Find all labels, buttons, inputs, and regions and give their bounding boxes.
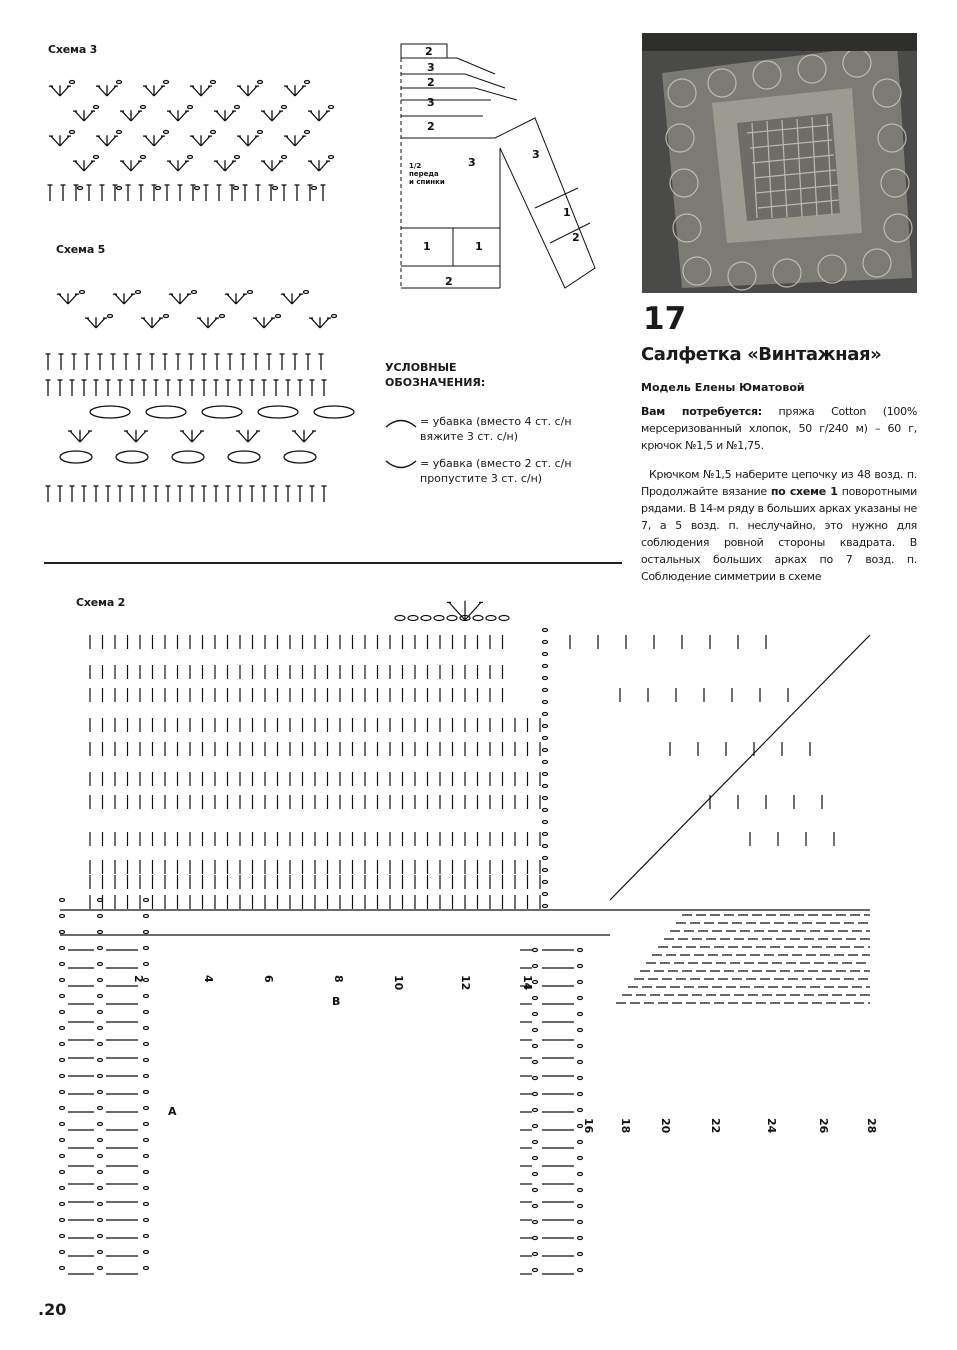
chain-stitch <box>144 1203 149 1206</box>
chain-stitch <box>195 187 200 190</box>
cluster-stitch <box>258 406 298 418</box>
chain-stitch <box>188 156 193 159</box>
chain-stitch <box>578 949 583 952</box>
row-number: 24 <box>765 1118 778 1134</box>
chain-stitch <box>60 915 65 918</box>
chain-stitch <box>60 1155 65 1158</box>
chain-stitch <box>144 1091 149 1094</box>
chain-stitch <box>533 965 538 968</box>
instructions-part2: поворотными рядами. В 14-м ряду в больших арках указаны не 7, а 5 возд. п. неслучайно, это нужно для соблюдения ровной стороны квадрата. В остальных больших арках по 7 возд. п. Соблюдение симметрии в схеме <box>641 485 917 583</box>
chain-stitch <box>98 947 103 950</box>
sleeve-num-5: 2 <box>427 120 435 133</box>
sleeve-num-1: 2 <box>425 45 433 58</box>
chain-stitch <box>304 291 309 294</box>
chain-stitch <box>144 899 149 902</box>
section-divider <box>44 562 622 564</box>
page-number: .20 <box>38 1300 67 1319</box>
chain-stitch <box>60 1011 65 1014</box>
chain-stitch <box>578 997 583 1000</box>
cluster-stitch <box>172 451 204 463</box>
chain-stitch <box>98 963 103 966</box>
chain-stitch <box>543 725 548 728</box>
chain-stitch <box>144 995 149 998</box>
sleeve-num-2: 3 <box>427 61 435 74</box>
page-number-value: 20 <box>44 1300 67 1319</box>
fan-stitch <box>449 601 481 620</box>
chain-stitch <box>144 931 149 934</box>
chain-stitch <box>98 931 103 934</box>
chain-stitch <box>543 761 548 764</box>
chain-stitch <box>60 1267 65 1270</box>
chain-stitch <box>144 1187 149 1190</box>
chain-stitch <box>578 1221 583 1224</box>
chain-stitch <box>60 1059 65 1062</box>
fan-stitch <box>145 85 163 96</box>
chain-stitch <box>98 1155 103 1158</box>
schema2-label: Схема 2 <box>76 596 126 609</box>
chain-stitch <box>578 1093 583 1096</box>
chain-stitch <box>117 81 122 84</box>
chain-stitch <box>144 1251 149 1254</box>
requirements-text: пряжа Cotton (100% мерсеризованный хлопок, 50 г/240 м) – 60 г, крючок №1,5 и №1,75. <box>641 405 917 452</box>
fan-stitch <box>286 135 304 146</box>
chain-stitch <box>144 1011 149 1014</box>
chain-stitch <box>94 106 99 109</box>
chain-stitch <box>60 1075 65 1078</box>
chain-stitch <box>94 156 99 159</box>
chain-stitch <box>211 81 216 84</box>
fan-stitch <box>283 293 301 304</box>
chain-stitch <box>543 773 548 776</box>
chain-stitch <box>543 749 548 752</box>
fan-stitch <box>238 430 258 442</box>
fan-stitch <box>263 160 281 171</box>
chain-stitch <box>60 979 65 982</box>
chain-stitch <box>533 1029 538 1032</box>
chain-stitch <box>543 809 548 812</box>
chain-stitch <box>543 629 548 632</box>
row-number: 26 <box>817 1118 830 1134</box>
article-title: Салфетка «Винтажная» <box>641 344 882 365</box>
chain-stitch <box>305 131 310 134</box>
chain-stitch <box>543 857 548 860</box>
fan-stitch <box>227 293 245 304</box>
row-number: 10 <box>392 975 405 991</box>
chain-stitch <box>543 797 548 800</box>
fan-stitch <box>98 85 116 96</box>
instructions-part1: Крючком №1,5 наберите цепочку из 48 возд. п. Продолжайте вязание <box>641 468 917 498</box>
cluster-stitch <box>228 451 260 463</box>
chain-stitch <box>60 1171 65 1174</box>
chain-stitch <box>543 881 548 884</box>
chain-stitch <box>211 131 216 134</box>
garment-diagram <box>395 38 635 298</box>
requirements-label: Вам потребуется: <box>641 405 762 418</box>
row-number: 18 <box>619 1118 632 1134</box>
chain-stitch <box>144 1235 149 1238</box>
chain-stitch <box>98 899 103 902</box>
chain-stitch <box>60 1107 65 1110</box>
fan-stitch <box>98 135 116 146</box>
fan-stitch <box>70 430 90 442</box>
chain-stitch <box>312 187 317 190</box>
row-number: 12 <box>459 975 472 991</box>
chain-stitch <box>60 995 65 998</box>
chain-stitch <box>578 1061 583 1064</box>
instructions-paragraph <box>641 466 917 585</box>
chain-stitch <box>578 1269 583 1272</box>
chain-stitch <box>98 995 103 998</box>
schema2-chart <box>50 570 890 1275</box>
chain-stitch <box>533 997 538 1000</box>
legend-item-2: = убавка (вместо 2 ст. с/н пропустите 3 ст. с/н) <box>420 457 572 485</box>
chain-stitch <box>60 1235 65 1238</box>
chain-stitch <box>578 1205 583 1208</box>
section-letter-a: A <box>168 1105 177 1118</box>
cluster-stitch <box>116 451 148 463</box>
row-number: 22 <box>709 1118 722 1134</box>
fan-stitch <box>145 135 163 146</box>
chain-stitch <box>533 1045 538 1048</box>
cluster-stitch <box>314 406 354 418</box>
chain-stitch <box>543 893 548 896</box>
chain-stitch <box>234 187 239 190</box>
chain-stitch <box>533 949 538 952</box>
article-author: Модель Елены Юматовой <box>641 381 805 394</box>
chain-stitch <box>60 1187 65 1190</box>
chain-stitch <box>60 899 65 902</box>
chain-stitch <box>578 1189 583 1192</box>
chain-stitch <box>408 616 418 621</box>
chain-stitch <box>60 1123 65 1126</box>
fan-stitch <box>192 135 210 146</box>
chain-stitch <box>543 833 548 836</box>
row-number: 28 <box>865 1118 878 1134</box>
row-number: 16 <box>582 1118 595 1134</box>
legend-item-1: = убавка (вместо 4 ст. с/н вяжите 3 ст. с/н) <box>420 415 572 443</box>
fan-stitch <box>143 317 161 328</box>
chain-stitch <box>156 187 161 190</box>
fan-stitch <box>286 85 304 96</box>
chain-stitch <box>164 131 169 134</box>
chain-stitch <box>533 1205 538 1208</box>
row-number: 20 <box>659 1118 672 1134</box>
fan-stitch <box>182 430 202 442</box>
chain-stitch <box>144 1155 149 1158</box>
chain-stitch <box>164 315 169 318</box>
svg-text:1/2: 1/2 <box>409 162 422 170</box>
article-number: 17 <box>643 301 687 337</box>
chain-stitch <box>80 291 85 294</box>
chain-stitch <box>578 981 583 984</box>
chain-stitch <box>434 616 444 621</box>
chain-stitch <box>332 315 337 318</box>
chain-stitch <box>60 1251 65 1254</box>
chain-stitch <box>60 1027 65 1030</box>
chain-stitch <box>578 1157 583 1160</box>
cluster-stitch <box>202 406 242 418</box>
fan-stitch <box>216 110 234 121</box>
chain-stitch <box>144 1027 149 1030</box>
chain-stitch <box>60 1043 65 1046</box>
chain-stitch <box>543 653 548 656</box>
chain-stitch <box>533 1221 538 1224</box>
chain-stitch <box>533 1173 538 1176</box>
chain-stitch <box>533 1189 538 1192</box>
body-num-1b: 1 <box>475 240 483 253</box>
chain-stitch <box>329 106 334 109</box>
chain-stitch <box>282 106 287 109</box>
chain-stitch <box>108 315 113 318</box>
chain-stitch <box>533 1157 538 1160</box>
body-num-2: 2 <box>445 275 453 288</box>
fan-stitch <box>75 160 93 171</box>
fan-stitch <box>311 317 329 328</box>
chain-stitch <box>98 1075 103 1078</box>
chain-stitch <box>141 106 146 109</box>
chain-stitch <box>70 131 75 134</box>
chain-stitch <box>98 1091 103 1094</box>
chain-stitch <box>98 1251 103 1254</box>
chain-stitch <box>60 931 65 934</box>
chain-stitch <box>282 156 287 159</box>
fan-stitch <box>239 135 257 146</box>
cluster-stitch <box>90 406 130 418</box>
fan-stitch <box>169 110 187 121</box>
chain-stitch <box>473 616 483 621</box>
chain-stitch <box>98 1123 103 1126</box>
chain-stitch <box>144 1043 149 1046</box>
body-label <box>409 162 445 186</box>
chain-stitch <box>144 1075 149 1078</box>
chain-stitch <box>144 1267 149 1270</box>
decrease-arc-icon <box>384 416 418 430</box>
chain-stitch <box>192 291 197 294</box>
cluster-stitch <box>146 406 186 418</box>
chain-stitch <box>144 963 149 966</box>
chain-stitch <box>578 1077 583 1080</box>
chain-stitch <box>258 131 263 134</box>
row-number: 6 <box>262 975 275 983</box>
legend-heading: УСЛОВНЫЕ ОБОЗНАЧЕНИЯ: <box>385 361 486 389</box>
fan-stitch <box>192 85 210 96</box>
chain-stitch <box>486 616 496 621</box>
cluster-stitch <box>284 451 316 463</box>
fan-stitch <box>239 85 257 96</box>
chain-stitch <box>144 947 149 950</box>
fan-stitch <box>75 110 93 121</box>
chain-stitch <box>305 81 310 84</box>
requirements-paragraph <box>641 403 917 454</box>
fan-stitch <box>171 293 189 304</box>
chain-stitch <box>533 1013 538 1016</box>
chain-stitch <box>533 1269 538 1272</box>
chain-stitch <box>533 1061 538 1064</box>
chain-stitch <box>220 315 225 318</box>
schema3-chart <box>44 66 344 236</box>
chain-stitch <box>533 1077 538 1080</box>
chain-stitch <box>533 1093 538 1096</box>
arm-num-3: 3 <box>532 148 540 161</box>
fan-stitch <box>51 135 69 146</box>
chain-stitch <box>117 131 122 134</box>
row-number: 14 <box>521 975 534 991</box>
chain-stitch <box>248 291 253 294</box>
chain-stitch <box>543 641 548 644</box>
body-num-3: 3 <box>468 156 476 169</box>
fan-stitch <box>310 110 328 121</box>
chain-stitch <box>543 785 548 788</box>
chain-stitch <box>98 1107 103 1110</box>
chain-stitch <box>144 1059 149 1062</box>
row-number: 8 <box>332 975 345 983</box>
chain-stitch <box>98 1171 103 1174</box>
chain-stitch <box>60 1139 65 1142</box>
chain-stitch <box>98 1219 103 1222</box>
chain-stitch <box>578 1141 583 1144</box>
chain-stitch <box>578 1109 583 1112</box>
instructions-bold: по схеме 1 <box>770 485 838 498</box>
chain-stitch <box>578 1173 583 1176</box>
chain-stitch <box>543 737 548 740</box>
fan-stitch <box>263 110 281 121</box>
chain-stitch <box>499 616 509 621</box>
chain-stitch <box>98 1059 103 1062</box>
section-letter-b: B <box>332 995 341 1008</box>
fan-stitch <box>216 160 234 171</box>
chain-stitch <box>447 616 457 621</box>
fan-stitch <box>169 160 187 171</box>
chain-stitch <box>543 845 548 848</box>
schema5-label: Схема 5 <box>56 243 106 256</box>
chain-stitch <box>578 1125 583 1128</box>
chain-stitch <box>144 915 149 918</box>
chain-stitch <box>164 81 169 84</box>
chain-stitch <box>235 156 240 159</box>
chain-stitch <box>578 965 583 968</box>
chain-stitch <box>98 1043 103 1046</box>
fan-stitch <box>122 160 140 171</box>
chain-stitch <box>60 1203 65 1206</box>
chain-stitch <box>60 963 65 966</box>
diagonal-guide <box>610 635 870 900</box>
cluster-stitch <box>60 451 92 463</box>
chain-stitch <box>533 1109 538 1112</box>
chain-stitch <box>533 1237 538 1240</box>
chain-stitch <box>329 156 334 159</box>
svg-text:и спинки: и спинки <box>409 178 445 186</box>
chain-stitch <box>543 677 548 680</box>
row-number: 4 <box>202 975 215 983</box>
chain-stitch <box>578 1253 583 1256</box>
chain-stitch <box>543 689 548 692</box>
arm-num-2: 2 <box>572 231 580 244</box>
chain-stitch <box>543 869 548 872</box>
chain-stitch <box>578 1045 583 1048</box>
chain-stitch <box>141 156 146 159</box>
chain-stitch <box>98 1267 103 1270</box>
chain-stitch <box>258 81 263 84</box>
chain-stitch <box>533 1141 538 1144</box>
schema3-label: Схема 3 <box>48 43 98 56</box>
chain-stitch <box>543 713 548 716</box>
chain-stitch <box>533 1125 538 1128</box>
fan-stitch <box>255 317 273 328</box>
chain-stitch <box>98 1011 103 1014</box>
chain-stitch <box>235 106 240 109</box>
chain-stitch <box>136 291 141 294</box>
chain-stitch <box>543 905 548 908</box>
chain-stitch <box>60 1219 65 1222</box>
chain-stitch <box>395 616 405 621</box>
chain-stitch <box>144 1123 149 1126</box>
fan-stitch <box>59 293 77 304</box>
chain-stitch <box>78 187 83 190</box>
chain-stitch <box>543 701 548 704</box>
chain-stitch <box>276 315 281 318</box>
schema5-chart <box>40 282 360 512</box>
chain-stitch <box>144 1171 149 1174</box>
chain-stitch <box>60 1091 65 1094</box>
chain-stitch <box>98 1203 103 1206</box>
chain-stitch <box>117 187 122 190</box>
chain-stitch <box>98 1027 103 1030</box>
fan-stitch <box>126 430 146 442</box>
body-num-1a: 1 <box>423 240 431 253</box>
chain-stitch <box>70 81 75 84</box>
skip-arc-icon <box>384 458 418 472</box>
fan-stitch <box>294 430 314 442</box>
chain-stitch <box>60 947 65 950</box>
arm-num-1: 1 <box>563 206 571 219</box>
chain-stitch <box>543 821 548 824</box>
chain-stitch <box>533 1253 538 1256</box>
chain-stitch <box>98 915 103 918</box>
doily-photo <box>642 33 917 293</box>
chain-stitch <box>98 1235 103 1238</box>
chain-stitch <box>543 665 548 668</box>
fan-stitch <box>51 85 69 96</box>
chain-stitch <box>144 1107 149 1110</box>
sleeve-num-4: 3 <box>427 96 435 109</box>
chain-stitch <box>578 1237 583 1240</box>
chain-stitch <box>421 616 431 621</box>
svg-text:переда: переда <box>409 170 439 178</box>
fan-stitch <box>310 160 328 171</box>
chain-stitch <box>578 1013 583 1016</box>
chain-stitch <box>144 1219 149 1222</box>
chain-stitch <box>188 106 193 109</box>
chain-stitch <box>578 1029 583 1032</box>
fan-stitch <box>87 317 105 328</box>
chain-stitch <box>273 187 278 190</box>
row-number: 2 <box>132 975 145 983</box>
chain-stitch <box>98 1139 103 1142</box>
chain-stitch <box>98 979 103 982</box>
sleeve-num-3: 2 <box>427 76 435 89</box>
fan-stitch <box>115 293 133 304</box>
chain-stitch <box>98 1187 103 1190</box>
fan-stitch <box>199 317 217 328</box>
fan-stitch <box>122 110 140 121</box>
chain-stitch <box>144 1139 149 1142</box>
